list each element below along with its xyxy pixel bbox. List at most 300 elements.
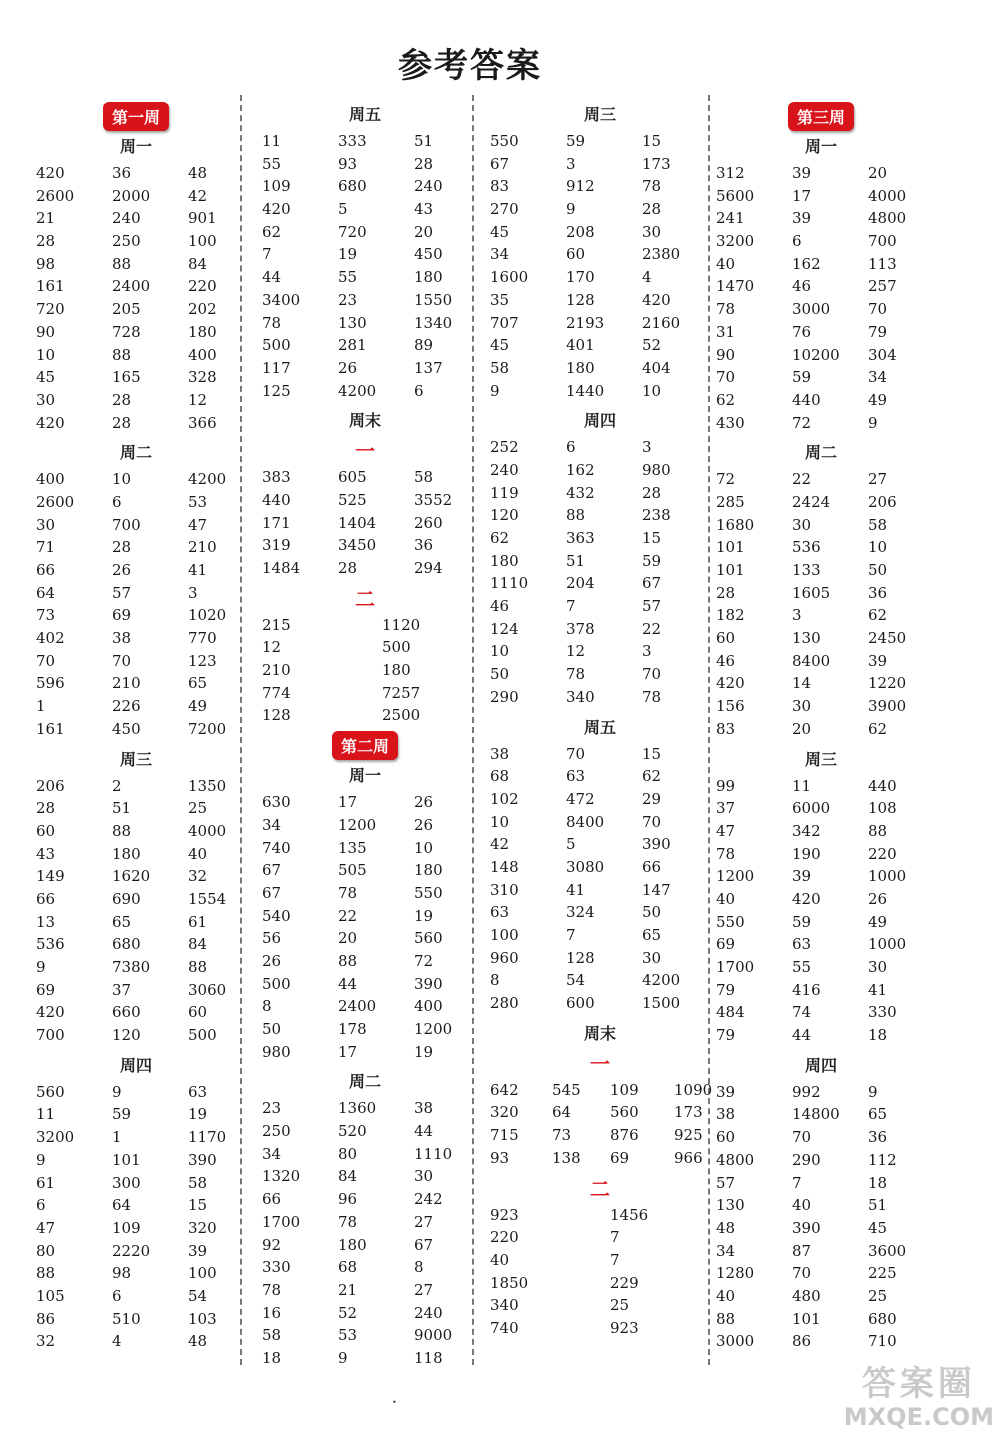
answer-value: 2600: [36, 492, 75, 511]
answer-value: 1200: [338, 815, 377, 834]
answer-value: 71: [36, 538, 56, 557]
answer-value: 27: [414, 1212, 434, 1231]
answer-value: 229: [610, 1273, 639, 1292]
answer-value: 48: [716, 1218, 736, 1237]
answer-value: 36: [414, 536, 434, 555]
answer-grid: [490, 1204, 710, 1340]
answer-value: 500: [262, 336, 291, 355]
answer-value: 58: [414, 468, 434, 487]
answer-value: 210: [188, 538, 217, 557]
answer-value: 59: [792, 912, 812, 931]
answer-value: 9: [868, 413, 878, 432]
answer-value: 52: [338, 1303, 358, 1322]
answer-value: 62: [642, 767, 662, 786]
answer-value: 4200: [642, 971, 681, 990]
answer-value: 9: [36, 958, 46, 976]
answer-value: 450: [112, 719, 141, 738]
day-heading: 周三: [119, 749, 152, 769]
answer-value: 57: [112, 583, 132, 602]
answer-value: 1: [112, 1128, 122, 1147]
answer-value: 63: [490, 903, 510, 922]
answer-value: 26: [338, 358, 358, 377]
answer-value: 20: [868, 164, 888, 182]
answer-value: 180: [338, 1235, 367, 1254]
answer-value: 420: [262, 200, 291, 219]
answer-value: 90: [716, 345, 736, 364]
answer-grid: [36, 1081, 236, 1353]
answer-value: 22: [792, 470, 812, 489]
answer-grid: [490, 130, 710, 402]
answer-value: 342: [792, 821, 821, 840]
answer-value: 55: [338, 268, 358, 287]
answer-value: 312: [716, 164, 745, 182]
answer-value: 137: [414, 358, 443, 377]
answer-value: 290: [792, 1150, 821, 1169]
answer-value: 34: [262, 815, 282, 834]
answer-value: 100: [188, 232, 217, 251]
answer-value: 4: [112, 1332, 122, 1351]
answer-value: 40: [188, 844, 208, 863]
answer-value: 84: [188, 935, 208, 954]
answer-value: 28: [36, 799, 56, 818]
answer-value: 88: [112, 254, 132, 273]
answer-value: 59: [566, 132, 586, 150]
answer-value: 101: [792, 1309, 821, 1328]
answer-value: 17: [792, 186, 812, 205]
answer-value: 108: [868, 799, 897, 818]
answer-value: 320: [490, 1103, 519, 1122]
answer-value: 4: [642, 268, 652, 287]
answer-value: 76: [792, 322, 812, 341]
answer-value: 720: [338, 222, 367, 241]
answer-value: 68: [338, 1258, 358, 1277]
answer-value: 12: [566, 642, 586, 661]
answer-value: 162: [792, 254, 821, 273]
answer-value: 310: [490, 880, 519, 899]
answer-value: 19: [414, 906, 434, 925]
answer-value: 66: [36, 561, 56, 579]
answer-value: 25: [868, 1286, 888, 1305]
day-heading: 周五: [583, 717, 616, 737]
answer-value: 2220: [112, 1241, 151, 1260]
answer-value: 23: [262, 1099, 282, 1118]
answer-value: 38: [112, 629, 132, 648]
answer-value: 10200: [792, 345, 840, 364]
answer-value: 720: [36, 300, 65, 319]
answer-value: 88: [566, 506, 586, 525]
answer-value: 26: [112, 561, 132, 579]
answer-value: 41: [188, 561, 208, 579]
answer-value: 18: [868, 1173, 888, 1192]
answer-value: 4800: [716, 1150, 755, 1169]
answer-value: 118: [414, 1348, 443, 1367]
answer-value: 148: [490, 857, 519, 876]
answer-value: 3060: [188, 980, 227, 999]
answer-value: 13: [36, 912, 56, 931]
answer-value: 87: [792, 1241, 812, 1260]
answer-value: 210: [112, 674, 141, 693]
day-heading: 周三: [804, 749, 837, 769]
answer-value: 400: [188, 345, 217, 364]
answer-value: 173: [642, 154, 671, 173]
answer-value: 3200: [716, 232, 755, 251]
answer-value: 390: [188, 1150, 217, 1169]
answer-value: 10: [490, 642, 510, 661]
answer-value: 83: [716, 719, 736, 738]
answer-value: 61: [36, 1173, 56, 1192]
answer-value: 100: [188, 1264, 217, 1283]
answer-value: 1: [36, 697, 46, 716]
answer-value: 4800: [868, 209, 907, 228]
answer-value: 1550: [414, 290, 453, 309]
answer-value: 7200: [188, 719, 227, 738]
answer-value: 2160: [642, 313, 681, 332]
answer-value: 420: [792, 889, 821, 908]
answer-value: 32: [36, 1332, 56, 1351]
answer-value: 4000: [188, 821, 227, 840]
answer-value: 319: [262, 536, 291, 555]
answer-value: 340: [566, 687, 595, 706]
answer-value: 20: [338, 929, 358, 948]
answer-value: 2500: [382, 706, 421, 725]
answer-value: 28: [642, 483, 662, 502]
answer-value: 2450: [868, 629, 907, 648]
answer-value: 19: [338, 245, 358, 264]
answer-value: 30: [868, 958, 888, 976]
answer-value: 50: [642, 903, 662, 922]
answer-value: 204: [566, 574, 595, 593]
answer-value: 70: [566, 744, 586, 763]
answer-value: 7380: [112, 958, 151, 976]
answer-value: 8: [262, 997, 272, 1016]
answer-value: 8400: [792, 651, 831, 670]
answer-value: 88: [36, 1264, 56, 1283]
answer-value: 1620: [112, 867, 151, 886]
answer-value: 30: [642, 222, 662, 241]
answer-value: 180: [112, 844, 141, 863]
answer-value: 3200: [36, 1128, 75, 1147]
answer-value: 65: [642, 926, 662, 944]
answer-value: 440: [868, 776, 897, 795]
answer-value: 2: [112, 776, 122, 795]
answer-value: 226: [112, 697, 141, 716]
answer-value: 21: [36, 209, 56, 228]
answer-value: 58: [490, 358, 510, 377]
answer-value: 6: [112, 492, 122, 511]
answer-value: 290: [490, 687, 519, 706]
answer-value: 440: [262, 490, 291, 509]
answer-value: 9: [36, 1150, 46, 1169]
answer-value: 88: [112, 345, 132, 364]
answer-value: 44: [414, 1122, 434, 1141]
answer-value: 220: [868, 844, 897, 863]
answer-value: 250: [112, 232, 141, 251]
answer-value: 78: [262, 1280, 282, 1299]
answer-value: 83: [490, 177, 510, 196]
answer-value: 3900: [868, 697, 907, 716]
answer-value: 63: [188, 1082, 208, 1101]
answer-value: 16: [262, 1303, 282, 1322]
answer-value: 1020: [188, 606, 227, 625]
answer-value: 770: [188, 629, 217, 648]
answer-value: 925: [674, 1126, 703, 1145]
answer-value: 42: [188, 186, 208, 205]
answer-value: 70: [642, 812, 662, 831]
answer-value: 4200: [188, 470, 227, 489]
day-heading: 周四: [583, 411, 616, 431]
answer-value: 1000: [868, 935, 907, 954]
answer-value: 69: [36, 980, 56, 999]
answer-value: 124: [490, 619, 519, 638]
answer-value: 130: [716, 1196, 745, 1215]
answer-value: 6: [566, 438, 576, 457]
answer-value: 162: [566, 460, 595, 479]
answer-value: 15: [642, 529, 662, 547]
answer-value: 42: [490, 835, 510, 854]
answer-value: 6: [112, 1286, 122, 1305]
answer-value: 12: [262, 638, 282, 657]
answer-value: 39: [792, 867, 812, 886]
answer-value: 88: [338, 951, 358, 970]
answer-value: 180: [414, 268, 443, 287]
answer-value: 1440: [566, 381, 605, 400]
answer-value: 147: [642, 880, 671, 899]
day-heading: 周一: [348, 766, 381, 786]
answer-value: 34: [868, 368, 888, 387]
answer-value: 26: [868, 889, 888, 908]
answer-value: 1110: [490, 574, 529, 593]
answer-value: 390: [414, 974, 443, 993]
answer-value: 180: [566, 358, 595, 377]
answer-value: 70: [792, 1128, 812, 1147]
answer-value: 22: [338, 906, 358, 925]
answer-value: 500: [382, 638, 411, 657]
answer-value: 294: [414, 559, 443, 577]
answer-value: 32: [188, 867, 208, 886]
answer-value: 64: [112, 1196, 132, 1215]
answer-value: 680: [112, 935, 141, 954]
answer-value: 78: [642, 177, 662, 196]
answer-value: 700: [868, 232, 897, 251]
watermark-url: MXQE.COM: [843, 1403, 994, 1431]
answer-value: 65: [188, 674, 208, 693]
answer-value: 7: [566, 926, 576, 944]
answer-value: 78: [716, 844, 736, 863]
answer-value: 65: [112, 912, 132, 931]
answer-value: 28: [36, 232, 56, 251]
answer-value: 715: [490, 1126, 519, 1145]
week-badge: 第二周: [332, 731, 398, 760]
answer-value: 58: [188, 1173, 208, 1192]
page-mark: •: [392, 1398, 397, 1407]
answer-value: 206: [868, 492, 897, 511]
answer-value: 39: [868, 651, 888, 670]
answer-value: 5600: [716, 186, 755, 205]
answer-value: 1500: [642, 994, 681, 1013]
answer-value: 1090: [674, 1080, 713, 1099]
answer-value: 149: [36, 867, 65, 886]
answer-value: 4200: [338, 381, 377, 400]
answer-value: 180: [490, 551, 519, 570]
answer-value: 2380: [642, 245, 681, 264]
answer-value: 876: [610, 1126, 639, 1145]
answer-value: 84: [338, 1167, 358, 1186]
answer-value: 26: [262, 951, 282, 970]
answer-value: 7: [610, 1228, 620, 1247]
answer-value: 44: [338, 974, 358, 993]
day-heading: 周一: [804, 137, 837, 156]
answer-value: 14: [792, 674, 812, 693]
answer-value: 70: [112, 651, 132, 670]
answer-value: 109: [262, 177, 291, 196]
answer-value: 560: [610, 1103, 639, 1122]
answer-value: 536: [792, 538, 821, 557]
answer-value: 400: [36, 470, 65, 489]
answer-value: 605: [338, 468, 367, 487]
answer-value: 10: [36, 345, 56, 364]
answer-value: 80: [338, 1144, 358, 1163]
answer-value: 109: [610, 1080, 639, 1099]
answer-value: 54: [188, 1286, 208, 1305]
answer-value: 69: [610, 1148, 630, 1167]
answer-value: 40: [716, 889, 736, 908]
answer-value: 545: [552, 1080, 581, 1099]
answer-value: 660: [112, 1003, 141, 1022]
answer-value: 123: [188, 651, 217, 670]
answer-value: 19: [188, 1105, 208, 1124]
answer-value: 1340: [414, 313, 453, 332]
answer-value: 84: [188, 254, 208, 273]
answer-value: 57: [716, 1173, 736, 1192]
answer-value: 1220: [868, 674, 907, 693]
answer-value: 901: [188, 209, 217, 228]
answer-value: 30: [642, 948, 662, 967]
answer-value: 22: [642, 619, 662, 638]
answer-value: 68: [490, 767, 510, 786]
answer-value: 101: [716, 561, 745, 579]
answer-column-3: [490, 100, 713, 1344]
day-heading: 周二: [119, 443, 152, 463]
answer-value: 1484: [262, 559, 301, 577]
answer-value: 51: [112, 799, 132, 818]
answer-value: 62: [868, 606, 888, 625]
answer-value: 3000: [716, 1332, 755, 1351]
answer-value: 202: [188, 300, 217, 319]
answer-value: 390: [642, 835, 671, 854]
answer-value: 333: [338, 132, 367, 150]
answer-grid: [490, 743, 710, 1015]
answer-value: 285: [716, 492, 745, 511]
answer-value: 304: [868, 345, 897, 364]
answer-value: 161: [36, 719, 65, 738]
answer-value: 109: [112, 1218, 141, 1237]
answer-value: 34: [490, 245, 510, 264]
answer-value: 51: [566, 551, 586, 570]
answer-value: 61: [188, 912, 208, 931]
answer-value: 4000: [868, 186, 907, 205]
answer-value: 41: [868, 980, 888, 999]
answer-value: 8: [414, 1258, 424, 1277]
answer-value: 59: [792, 368, 812, 387]
answer-value: 5: [566, 835, 576, 854]
answer-grid: [716, 162, 926, 434]
answer-value: 10: [642, 381, 662, 400]
answer-value: 642: [490, 1080, 519, 1099]
answer-grid: [716, 1081, 926, 1353]
answer-value: 1700: [716, 958, 755, 976]
answer-value: 128: [566, 948, 595, 967]
answer-value: 46: [490, 597, 510, 616]
answer-value: 10: [490, 812, 510, 831]
answer-value: 56: [262, 929, 282, 948]
answer-value: 1280: [716, 1264, 755, 1283]
answer-value: 25: [610, 1296, 630, 1315]
answer-value: 88: [868, 821, 888, 840]
answer-value: 65: [868, 1105, 888, 1124]
answer-value: 39: [792, 209, 812, 228]
answer-value: 3: [642, 438, 652, 457]
answer-value: 182: [716, 606, 745, 625]
answer-value: 912: [566, 177, 595, 196]
answer-value: 49: [868, 390, 888, 409]
answer-value: 171: [262, 513, 291, 532]
answer-value: 78: [566, 665, 586, 684]
answer-value: 78: [338, 883, 358, 902]
answer-value: 28: [642, 200, 662, 219]
answer-value: 240: [112, 209, 141, 228]
answer-value: 1200: [716, 867, 755, 886]
answer-value: 69: [716, 935, 736, 954]
answer-value: 93: [490, 1148, 510, 1167]
answer-value: 28: [112, 538, 132, 557]
answer-value: 69: [112, 606, 132, 625]
answer-grid: [716, 468, 926, 740]
answer-value: 550: [716, 912, 745, 931]
answer-value: 58: [262, 1326, 282, 1345]
answer-value: 86: [36, 1309, 56, 1328]
answer-value: 11: [792, 776, 812, 795]
answer-value: 180: [188, 322, 217, 341]
answer-grid: [262, 1097, 468, 1369]
answer-value: 257: [868, 277, 897, 296]
answer-value: 8400: [566, 812, 605, 831]
answer-value: 728: [112, 322, 141, 341]
answer-value: 40: [716, 254, 736, 273]
answer-value: 45: [490, 336, 510, 355]
answer-value: 135: [338, 838, 367, 857]
answer-value: 560: [36, 1082, 65, 1101]
answer-value: 520: [338, 1122, 367, 1141]
answer-value: 21: [338, 1280, 358, 1299]
answer-value: 210: [262, 661, 291, 680]
answer-value: 366: [188, 413, 217, 432]
answer-value: 550: [490, 132, 519, 150]
answer-value: 420: [36, 164, 65, 182]
answer-value: 9: [112, 1082, 122, 1101]
answer-value: 20: [414, 222, 434, 241]
answer-value: 49: [188, 697, 208, 716]
answer-value: 280: [490, 994, 519, 1013]
answer-value: 190: [792, 844, 821, 863]
answer-value: 49: [868, 912, 888, 931]
answer-value: 7: [566, 597, 576, 616]
answer-value: 66: [642, 857, 662, 876]
answer-value: 472: [566, 789, 595, 808]
answer-value: 2424: [792, 492, 831, 511]
section-heading: 一: [590, 1051, 610, 1076]
answer-value: 3000: [792, 300, 831, 319]
answer-value: 39: [188, 1241, 208, 1260]
